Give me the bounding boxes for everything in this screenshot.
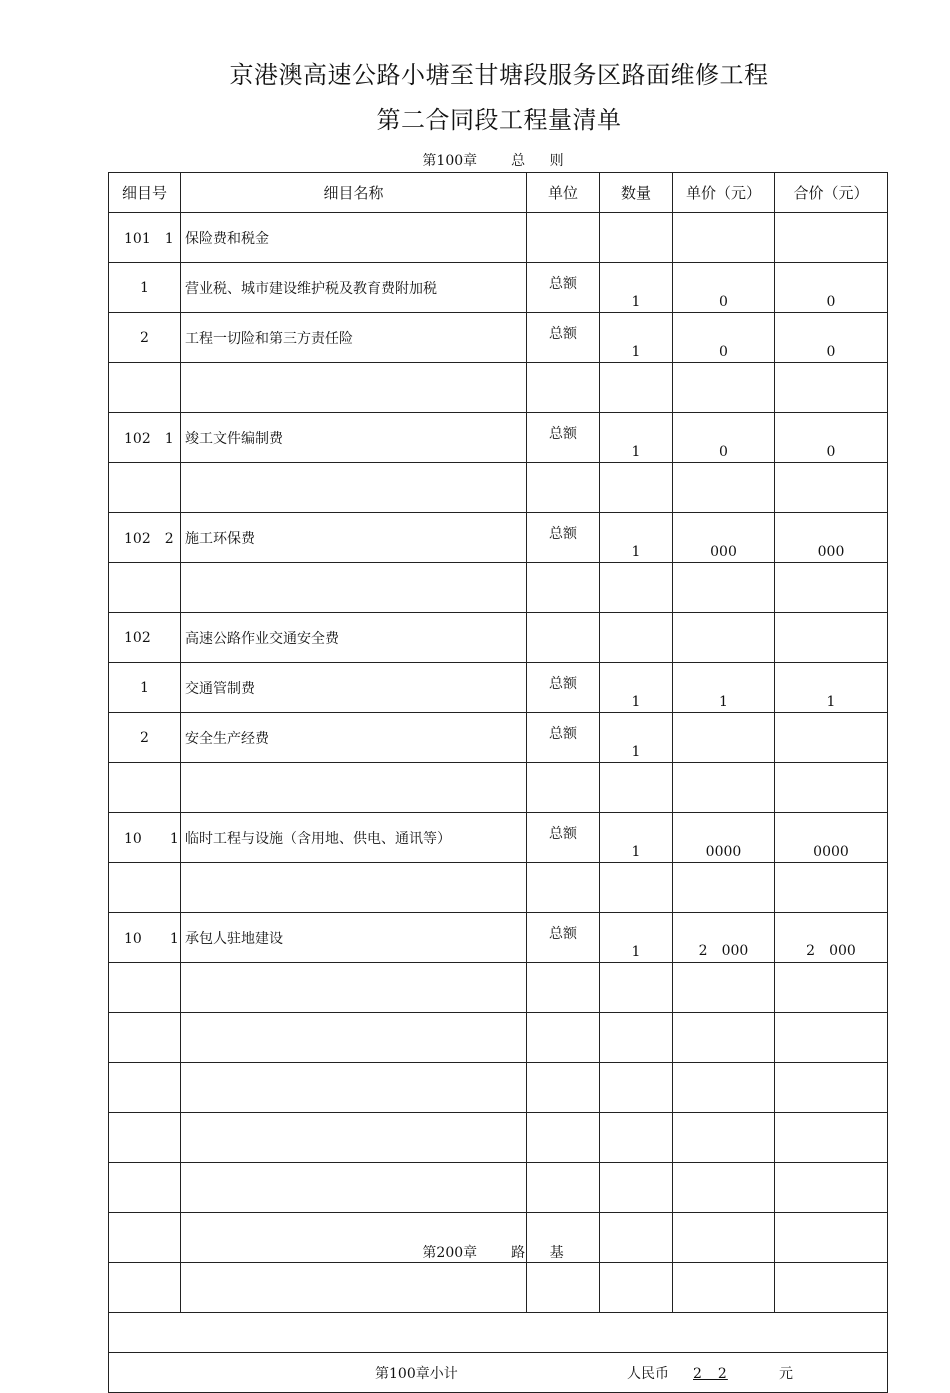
total-price-cell xyxy=(775,1263,888,1313)
quantity-cell: 1 xyxy=(600,713,673,763)
total-price-cell xyxy=(775,763,888,813)
item-name-cell xyxy=(181,1263,527,1313)
total-price-cell xyxy=(775,1163,888,1213)
quantity-cell xyxy=(600,963,673,1013)
unit-price-cell xyxy=(673,463,775,513)
quantity-cell: 1 xyxy=(600,413,673,463)
table-row xyxy=(109,713,888,763)
subtotal-label: 第100章小计 xyxy=(375,1366,458,1382)
item-code-cell xyxy=(109,463,181,513)
total-price-cell: 2 000 xyxy=(775,913,888,963)
chapter-name: 路 基 xyxy=(511,1245,574,1261)
total-price-cell xyxy=(775,713,888,763)
unit-cell: 总额 xyxy=(527,913,600,963)
total-price-cell xyxy=(775,1063,888,1113)
quantity-cell: 1 xyxy=(600,313,673,363)
unit-price-cell: 0 xyxy=(673,413,775,463)
unit-price-cell xyxy=(673,1163,775,1213)
item-code-cell xyxy=(109,1113,181,1163)
table-row xyxy=(109,463,888,513)
unit-cell xyxy=(527,563,600,613)
quantity-cell: 1 xyxy=(600,913,673,963)
unit-price-cell: 000 xyxy=(673,513,775,563)
header-total-price: 合价（元） xyxy=(775,173,888,213)
unit-cell xyxy=(527,863,600,913)
total-price-cell: 0 xyxy=(775,413,888,463)
item-code-cell xyxy=(109,963,181,1013)
item-name-cell: 安全生产经费 xyxy=(181,713,527,763)
quantity-cell xyxy=(600,1013,673,1063)
unit-cell xyxy=(527,463,600,513)
subtotal-row xyxy=(109,1353,888,1393)
item-code-cell xyxy=(109,363,181,413)
total-price-cell: 0 xyxy=(775,263,888,313)
unit-price-cell: 0 xyxy=(673,313,775,363)
unit-cell xyxy=(527,1013,600,1063)
unit-price-cell: 0000 xyxy=(673,813,775,863)
total-price-cell: 0 xyxy=(775,313,888,363)
unit-price-cell: 0 xyxy=(673,263,775,313)
header-unit-price: 单价（元） xyxy=(673,173,775,213)
item-code-cell: 102 2 xyxy=(109,513,181,563)
table-row xyxy=(109,363,888,413)
unit-price-cell xyxy=(673,363,775,413)
total-price-cell: 1 xyxy=(775,663,888,713)
table-row xyxy=(109,313,888,363)
table-row xyxy=(109,563,888,613)
item-code-cell: 102 1 xyxy=(109,413,181,463)
item-name-cell: 营业税、城市建设维护税及教育费附加税 xyxy=(181,263,527,313)
total-price-cell xyxy=(775,613,888,663)
table-row xyxy=(109,613,888,663)
table-row xyxy=(109,263,888,313)
item-code-cell xyxy=(109,1263,181,1313)
currency-label: 人民币 xyxy=(627,1366,669,1382)
total-price-cell: 0000 xyxy=(775,813,888,863)
unit-cell: 总额 xyxy=(527,263,600,313)
quantity-cell xyxy=(600,1063,673,1113)
unit-price-cell xyxy=(673,963,775,1013)
item-name-cell xyxy=(181,563,527,613)
currency-unit: 元 xyxy=(779,1366,793,1382)
quantity-cell xyxy=(600,563,673,613)
unit-cell xyxy=(527,213,600,263)
item-name-cell: 临时工程与设施（含用地、供电、通讯等） xyxy=(181,813,527,863)
unit-price-cell xyxy=(673,213,775,263)
unit-cell xyxy=(527,1113,600,1163)
unit-cell xyxy=(527,963,600,1013)
header-item-no: 细目号 xyxy=(109,173,181,213)
item-name-cell xyxy=(181,363,527,413)
subtotal-cell xyxy=(109,1353,888,1393)
item-name-cell xyxy=(181,763,527,813)
quantity-cell xyxy=(600,363,673,413)
item-name-cell xyxy=(181,463,527,513)
item-name-cell: 工程一切险和第三方责任险 xyxy=(181,313,527,363)
item-name-cell: 保险费和税金 xyxy=(181,213,527,263)
unit-cell: 总额 xyxy=(527,513,600,563)
quantity-cell xyxy=(600,763,673,813)
item-name-cell: 承包人驻地建设 xyxy=(181,913,527,963)
item-code-cell: 2 xyxy=(109,713,181,763)
unit-cell xyxy=(527,613,600,663)
item-name-cell xyxy=(181,863,527,913)
total-price-cell xyxy=(775,863,888,913)
table-row xyxy=(109,863,888,913)
unit-price-cell xyxy=(673,713,775,763)
document-title: 京港澳高速公路小塘至甘塘段服务区路面维修工程 xyxy=(229,61,769,89)
item-code-cell: 1 xyxy=(109,263,181,313)
table-row xyxy=(109,1263,888,1313)
item-name-cell xyxy=(181,1113,527,1163)
table-row xyxy=(109,213,888,263)
unit-cell: 总额 xyxy=(527,813,600,863)
unit-price-cell xyxy=(673,1013,775,1063)
table-row xyxy=(109,1013,888,1063)
unit-cell: 总额 xyxy=(527,713,600,763)
table-row xyxy=(109,1063,888,1113)
unit-price-cell: 1 xyxy=(673,663,775,713)
total-price-cell xyxy=(775,213,888,263)
chapter-200-heading xyxy=(0,1242,950,1262)
unit-price-cell xyxy=(673,613,775,663)
total-price-cell xyxy=(775,1113,888,1163)
item-name-cell xyxy=(181,963,527,1013)
header-unit: 单位 xyxy=(527,173,600,213)
item-name-cell: 施工环保费 xyxy=(181,513,527,563)
item-code-cell: 10 1 xyxy=(109,813,181,863)
item-name-cell: 交通管制费 xyxy=(181,663,527,713)
table-row xyxy=(109,913,888,963)
quantity-cell xyxy=(600,463,673,513)
quantity-cell xyxy=(600,213,673,263)
item-name-cell: 竣工文件编制费 xyxy=(181,413,527,463)
item-code-cell: 102 xyxy=(109,613,181,663)
item-name-cell xyxy=(181,1163,527,1213)
table-row xyxy=(109,813,888,863)
unit-price-cell: 2 000 xyxy=(673,913,775,963)
table-row xyxy=(109,763,888,813)
table-row xyxy=(109,663,888,713)
unit-cell xyxy=(527,1063,600,1113)
document-subtitle: 第二合同段工程量清单 xyxy=(376,106,622,134)
item-code-cell: 101 1 xyxy=(109,213,181,263)
header-quantity: 数量 xyxy=(600,173,673,213)
unit-cell: 总额 xyxy=(527,663,600,713)
unit-price-cell xyxy=(673,1063,775,1113)
unit-cell xyxy=(527,363,600,413)
quantity-cell: 1 xyxy=(600,663,673,713)
quantity-cell: 1 xyxy=(600,513,673,563)
unit-price-cell xyxy=(673,1113,775,1163)
item-code-cell xyxy=(109,863,181,913)
item-code-cell: 10 1 xyxy=(109,913,181,963)
unit-price-cell xyxy=(673,863,775,913)
table-row xyxy=(109,963,888,1013)
unit-cell xyxy=(527,1263,600,1313)
quantity-cell xyxy=(600,613,673,663)
item-code-cell: 2 xyxy=(109,313,181,363)
bill-of-quantities-table xyxy=(108,172,888,1393)
item-name-cell xyxy=(181,1063,527,1113)
total-price-cell xyxy=(775,1013,888,1063)
header-item-name: 细目名称 xyxy=(181,173,527,213)
blank-row xyxy=(109,1313,888,1353)
unit-cell xyxy=(527,763,600,813)
blank-cell xyxy=(109,1313,888,1353)
chapter-100-heading xyxy=(0,150,950,170)
item-name-cell: 高速公路作业交通安全费 xyxy=(181,613,527,663)
chapter-name: 总 则 xyxy=(511,153,574,169)
item-code-cell xyxy=(109,1063,181,1113)
unit-price-cell xyxy=(673,563,775,613)
unit-cell: 总额 xyxy=(527,413,600,463)
table-row xyxy=(109,513,888,563)
total-price-cell: 000 xyxy=(775,513,888,563)
quantity-cell xyxy=(600,1163,673,1213)
item-code-cell xyxy=(109,1013,181,1063)
chapter-number: 第100章 xyxy=(422,153,478,169)
table-row xyxy=(109,413,888,463)
unit-cell xyxy=(527,1163,600,1213)
item-code-cell xyxy=(109,763,181,813)
table-row xyxy=(109,1163,888,1213)
quantity-cell: 1 xyxy=(600,813,673,863)
subtotal-amount: 2 2 xyxy=(693,1366,728,1382)
total-price-cell xyxy=(775,963,888,1013)
item-name-cell xyxy=(181,1013,527,1063)
total-price-cell xyxy=(775,563,888,613)
quantity-cell xyxy=(600,863,673,913)
total-price-cell xyxy=(775,363,888,413)
item-code-cell: 1 xyxy=(109,663,181,713)
item-code-cell xyxy=(109,563,181,613)
unit-cell: 总额 xyxy=(527,313,600,363)
table-header-row xyxy=(109,173,888,213)
quantity-cell xyxy=(600,1263,673,1313)
unit-price-cell xyxy=(673,763,775,813)
unit-price-cell xyxy=(673,1263,775,1313)
quantity-cell: 1 xyxy=(600,263,673,313)
item-code-cell xyxy=(109,1163,181,1213)
table-row xyxy=(109,1113,888,1163)
chapter-number: 第200章 xyxy=(422,1245,478,1261)
total-price-cell xyxy=(775,463,888,513)
quantity-cell xyxy=(600,1113,673,1163)
